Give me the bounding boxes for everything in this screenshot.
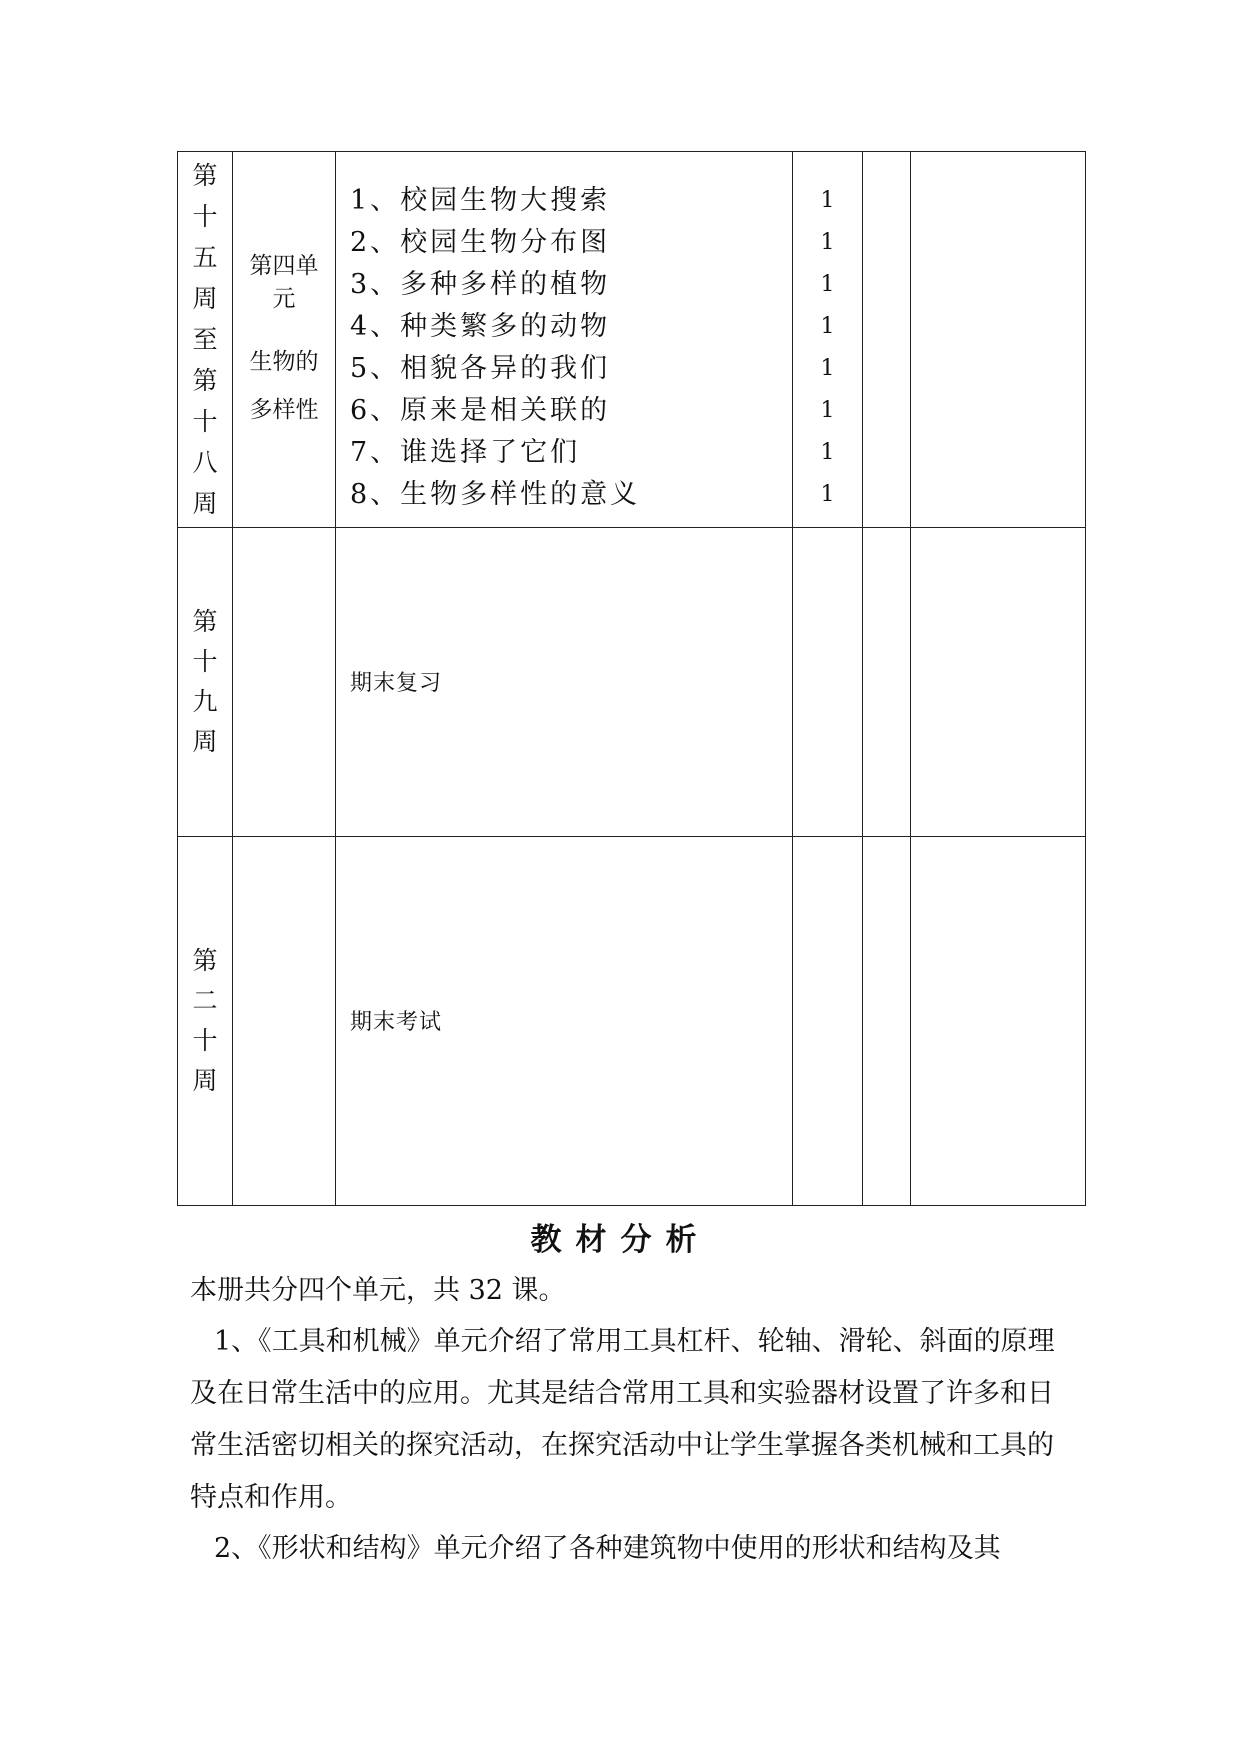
week-char: 八 xyxy=(192,448,218,478)
empty-cell xyxy=(911,836,1086,1205)
lesson-hours: 1 xyxy=(820,440,835,465)
unit-name: 生物的 xyxy=(249,348,319,375)
lesson-title: 1、校园生物大搜索 xyxy=(350,185,611,216)
week-char: 第 xyxy=(192,606,218,636)
lesson-hours: 1 xyxy=(820,482,835,507)
lesson-title: 7、谁选择了它们 xyxy=(350,437,581,468)
lesson-title: 3、多种多样的植物 xyxy=(350,269,611,300)
week-char: 十 xyxy=(192,407,218,437)
lesson-hours: 1 xyxy=(820,356,835,381)
analysis-paragraph: 1、《工具和机械》单元介绍了常用工具杠杆、轮轴、滑轮、斜面的原理及在日常生活中的应用。尤其是结合常用工具和实验器材设置了许多和日常生活密切相关的探究活动，在探究活动中让学生掌握各类机械和工具的特点和作用。 xyxy=(190,1326,1055,1513)
week-char: 二 xyxy=(192,985,218,1015)
lesson-hours: 1 xyxy=(820,398,835,423)
lesson-hours: 1 xyxy=(820,272,835,297)
week-char: 周 xyxy=(192,726,218,756)
lesson-title: 5、相貌各异的我们 xyxy=(350,353,611,384)
hours-cell xyxy=(793,152,863,528)
week-cell xyxy=(178,152,233,528)
lesson-hours: 1 xyxy=(820,188,835,213)
lesson-hours: 1 xyxy=(820,314,835,339)
teaching-schedule-table xyxy=(177,151,1086,1206)
schedule-row-week-19 xyxy=(178,528,1086,836)
lesson-title: 8、生物多样性的意义 xyxy=(350,479,641,510)
week-char: 至 xyxy=(192,325,218,355)
lesson-hours: 1 xyxy=(820,230,835,255)
unit-label: 第四单 xyxy=(249,252,319,279)
analysis-paragraph: 2、《形状和结构》单元介绍了各种建筑物中使用的形状和结构及其 xyxy=(214,1533,1001,1564)
analysis-intro: 本册共分四个单元，共 32 课。 xyxy=(190,1275,566,1306)
week-char: 十 xyxy=(192,646,218,676)
empty-cell xyxy=(793,836,863,1205)
lesson-title: 2、校园生物分布图 xyxy=(350,227,611,258)
empty-cell xyxy=(863,528,911,836)
week-char: 周 xyxy=(192,284,218,314)
week-char: 第 xyxy=(192,161,218,191)
week-char: 五 xyxy=(192,243,218,273)
schedule-row-weeks-15-18 xyxy=(178,152,1086,528)
unit-cell xyxy=(233,152,336,528)
empty-cell xyxy=(863,152,911,528)
empty-cell xyxy=(911,152,1086,528)
unit-label: 元 xyxy=(272,285,296,312)
lesson-title: 4、种类繁多的动物 xyxy=(350,311,611,342)
schedule-row-week-20 xyxy=(178,836,1086,1205)
week-char: 十 xyxy=(192,1025,218,1055)
section-title: 教材分析 xyxy=(530,1222,711,1258)
content-cell: 期末复习 xyxy=(336,528,793,836)
week-cell xyxy=(178,528,233,836)
empty-cell xyxy=(911,528,1086,836)
week-char: 周 xyxy=(192,1065,218,1095)
unit-name: 多样性 xyxy=(249,396,319,423)
week-char: 周 xyxy=(192,489,218,519)
empty-cell xyxy=(863,836,911,1205)
empty-cell xyxy=(793,528,863,836)
content-cell: 期末考试 xyxy=(336,836,793,1205)
empty-cell xyxy=(233,528,336,836)
week-char: 第 xyxy=(192,945,218,975)
lessons-cell xyxy=(336,152,793,528)
week-cell xyxy=(178,836,233,1205)
week-char: 十 xyxy=(192,202,218,232)
empty-cell xyxy=(233,836,336,1205)
week-char: 九 xyxy=(192,686,218,716)
lesson-title: 6、原来是相关联的 xyxy=(350,395,611,426)
week-char: 第 xyxy=(192,366,218,396)
